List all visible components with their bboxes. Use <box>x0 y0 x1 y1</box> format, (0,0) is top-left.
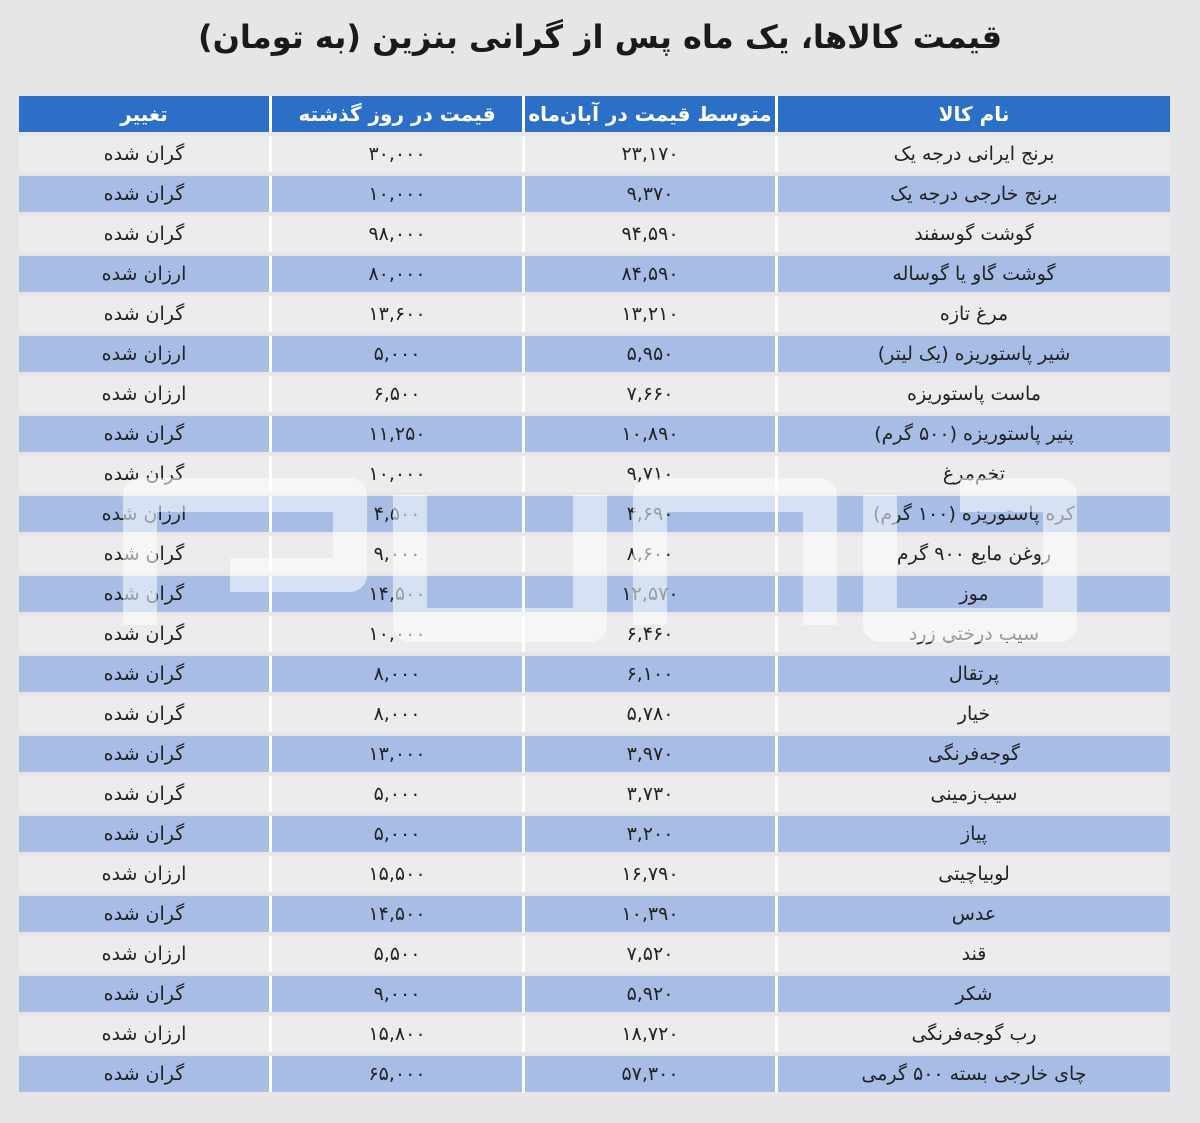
cell-yesterday-price: ۱۴,۵۰۰ <box>269 896 522 932</box>
cell-yesterday-price: ۳۰,۰۰۰ <box>269 136 522 172</box>
cell-item-name: چای خارجی بسته ۵۰۰ گرمی <box>775 1056 1170 1092</box>
table-row <box>19 216 1170 252</box>
cell-average-price: ۹,۳۷۰ <box>522 176 775 212</box>
cell-item-name: پرتقال <box>775 656 1170 692</box>
cell-item-name: رب گوجه‌فرنگی <box>775 1016 1170 1052</box>
cell-change: گران شده <box>19 736 269 772</box>
table-row <box>19 936 1170 972</box>
cell-yesterday-price: ۹,۰۰۰ <box>269 976 522 1012</box>
cell-item-name: پیاز <box>775 816 1170 852</box>
cell-average-price: ۸,۶۰۰ <box>522 536 775 572</box>
cell-change: گران شده <box>19 536 269 572</box>
table-row <box>19 896 1170 932</box>
cell-change: گران شده <box>19 216 269 252</box>
table-row <box>19 336 1170 372</box>
cell-average-price: ۹۴,۵۹۰ <box>522 216 775 252</box>
cell-change: ارزان شده <box>19 936 269 972</box>
header-change: تغییر <box>19 96 269 132</box>
cell-yesterday-price: ۱۰,۰۰۰ <box>269 616 522 652</box>
table-row <box>19 696 1170 732</box>
header-yesterday-price: قیمت در روز گذشته <box>269 96 522 132</box>
cell-average-price: ۱۲,۵۷۰ <box>522 576 775 612</box>
cell-average-price: ۱۶,۷۹۰ <box>522 856 775 892</box>
cell-item-name: لوبیاچیتی <box>775 856 1170 892</box>
cell-average-price: ۶,۴۶۰ <box>522 616 775 652</box>
cell-yesterday-price: ۵,۰۰۰ <box>269 776 522 812</box>
cell-item-name: مرغ تازه <box>775 296 1170 332</box>
cell-yesterday-price: ۱۳,۰۰۰ <box>269 736 522 772</box>
table-row <box>19 656 1170 692</box>
cell-average-price: ۳,۲۰۰ <box>522 816 775 852</box>
table-row <box>19 576 1170 612</box>
table-row <box>19 536 1170 572</box>
cell-average-price: ۹,۷۱۰ <box>522 456 775 492</box>
cell-change: ارزان شده <box>19 1016 269 1052</box>
table-row <box>19 416 1170 452</box>
cell-yesterday-price: ۶,۵۰۰ <box>269 376 522 412</box>
cell-average-price: ۵۷,۳۰۰ <box>522 1056 775 1092</box>
cell-change: گران شده <box>19 896 269 932</box>
table-row <box>19 376 1170 412</box>
cell-average-price: ۴,۶۹۰ <box>522 496 775 532</box>
table-row <box>19 176 1170 212</box>
cell-item-name: تخم‌مرغ <box>775 456 1170 492</box>
cell-change: گران شده <box>19 776 269 812</box>
table-row <box>19 616 1170 652</box>
table-row <box>19 1056 1170 1092</box>
page-title: قیمت کالاها، یک ماه پس از گرانی بنزین (به تومان) <box>197 18 1003 56</box>
cell-average-price: ۳,۹۷۰ <box>522 736 775 772</box>
cell-yesterday-price: ۵,۰۰۰ <box>269 336 522 372</box>
cell-change: گران شده <box>19 1056 269 1092</box>
cell-average-price: ۱۸,۷۲۰ <box>522 1016 775 1052</box>
table-row <box>19 296 1170 332</box>
cell-average-price: ۷,۵۲۰ <box>522 936 775 972</box>
cell-yesterday-price: ۱۱,۲۵۰ <box>269 416 522 452</box>
cell-yesterday-price: ۱۴,۵۰۰ <box>269 576 522 612</box>
header-item-name: نام کالا <box>775 96 1170 132</box>
cell-change: گران شده <box>19 456 269 492</box>
cell-change: گران شده <box>19 656 269 692</box>
cell-yesterday-price: ۸۰,۰۰۰ <box>269 256 522 292</box>
table-row <box>19 776 1170 812</box>
cell-change: گران شده <box>19 296 269 332</box>
table-header-row <box>19 96 1170 132</box>
cell-change: ارزان شده <box>19 336 269 372</box>
cell-average-price: ۵,۷۸۰ <box>522 696 775 732</box>
cell-item-name: برنج ایرانی درجه یک <box>775 136 1170 172</box>
table-row <box>19 1016 1170 1052</box>
table-row <box>19 496 1170 532</box>
cell-item-name: گوشت گوسفند <box>775 216 1170 252</box>
cell-yesterday-price: ۶۵,۰۰۰ <box>269 1056 522 1092</box>
cell-yesterday-price: ۴,۵۰۰ <box>269 496 522 532</box>
cell-yesterday-price: ۱۳,۶۰۰ <box>269 296 522 332</box>
cell-average-price: ۵,۹۲۰ <box>522 976 775 1012</box>
cell-change: گران شده <box>19 616 269 652</box>
table-row <box>19 456 1170 492</box>
cell-item-name: گوشت گاو یا گوساله <box>775 256 1170 292</box>
table-row <box>19 856 1170 892</box>
cell-change: گران شده <box>19 136 269 172</box>
cell-item-name: شیر پاستوریزه (یک لیتر) <box>775 336 1170 372</box>
cell-change: ارزان شده <box>19 496 269 532</box>
table-row <box>19 816 1170 852</box>
table-body <box>19 136 1170 1092</box>
cell-yesterday-price: ۸,۰۰۰ <box>269 656 522 692</box>
table-row <box>19 976 1170 1012</box>
cell-average-price: ۱۳,۲۱۰ <box>522 296 775 332</box>
header-average-price: متوسط قیمت در آبان‌ماه <box>522 96 775 132</box>
cell-yesterday-price: ۸,۰۰۰ <box>269 696 522 732</box>
cell-item-name: پنیر پاستوریزه (۵۰۰ گرم) <box>775 416 1170 452</box>
cell-average-price: ۲۳,۱۷۰ <box>522 136 775 172</box>
cell-change: گران شده <box>19 576 269 612</box>
cell-yesterday-price: ۱۵,۵۰۰ <box>269 856 522 892</box>
cell-item-name: روغن مایع ۹۰۰ گرم <box>775 536 1170 572</box>
cell-change: گران شده <box>19 176 269 212</box>
cell-average-price: ۶,۱۰۰ <box>522 656 775 692</box>
cell-yesterday-price: ۱۵,۸۰۰ <box>269 1016 522 1052</box>
price-table <box>19 92 1170 1096</box>
cell-change: ارزان شده <box>19 856 269 892</box>
cell-average-price: ۳,۷۳۰ <box>522 776 775 812</box>
cell-yesterday-price: ۵,۵۰۰ <box>269 936 522 972</box>
cell-item-name: شکر <box>775 976 1170 1012</box>
cell-yesterday-price: ۵,۰۰۰ <box>269 816 522 852</box>
cell-item-name: سیب درختی زرد <box>775 616 1170 652</box>
cell-change: گران شده <box>19 696 269 732</box>
table-row <box>19 256 1170 292</box>
cell-item-name: برنج خارجی درجه یک <box>775 176 1170 212</box>
cell-average-price: ۱۰,۸۹۰ <box>522 416 775 452</box>
cell-average-price: ۸۴,۵۹۰ <box>522 256 775 292</box>
cell-change: ارزان شده <box>19 256 269 292</box>
cell-item-name: کره پاستوریزه (۱۰۰ گرم) <box>775 496 1170 532</box>
cell-item-name: عدس <box>775 896 1170 932</box>
cell-change: گران شده <box>19 816 269 852</box>
cell-average-price: ۱۰,۳۹۰ <box>522 896 775 932</box>
cell-item-name: سیب‌زمینی <box>775 776 1170 812</box>
cell-change: ارزان شده <box>19 376 269 412</box>
cell-item-name: گوجه‌فرنگی <box>775 736 1170 772</box>
cell-average-price: ۵,۹۵۰ <box>522 336 775 372</box>
cell-yesterday-price: ۹,۰۰۰ <box>269 536 522 572</box>
cell-item-name: قند <box>775 936 1170 972</box>
cell-yesterday-price: ۱۰,۰۰۰ <box>269 456 522 492</box>
cell-item-name: موز <box>775 576 1170 612</box>
cell-average-price: ۷,۶۶۰ <box>522 376 775 412</box>
cell-item-name: ماست پاستوریزه <box>775 376 1170 412</box>
table-row <box>19 736 1170 772</box>
cell-change: گران شده <box>19 416 269 452</box>
cell-change: گران شده <box>19 976 269 1012</box>
price-table-container <box>28 92 1170 1096</box>
cell-yesterday-price: ۱۰,۰۰۰ <box>269 176 522 212</box>
cell-yesterday-price: ۹۸,۰۰۰ <box>269 216 522 252</box>
cell-item-name: خیار <box>775 696 1170 732</box>
table-row <box>19 136 1170 172</box>
